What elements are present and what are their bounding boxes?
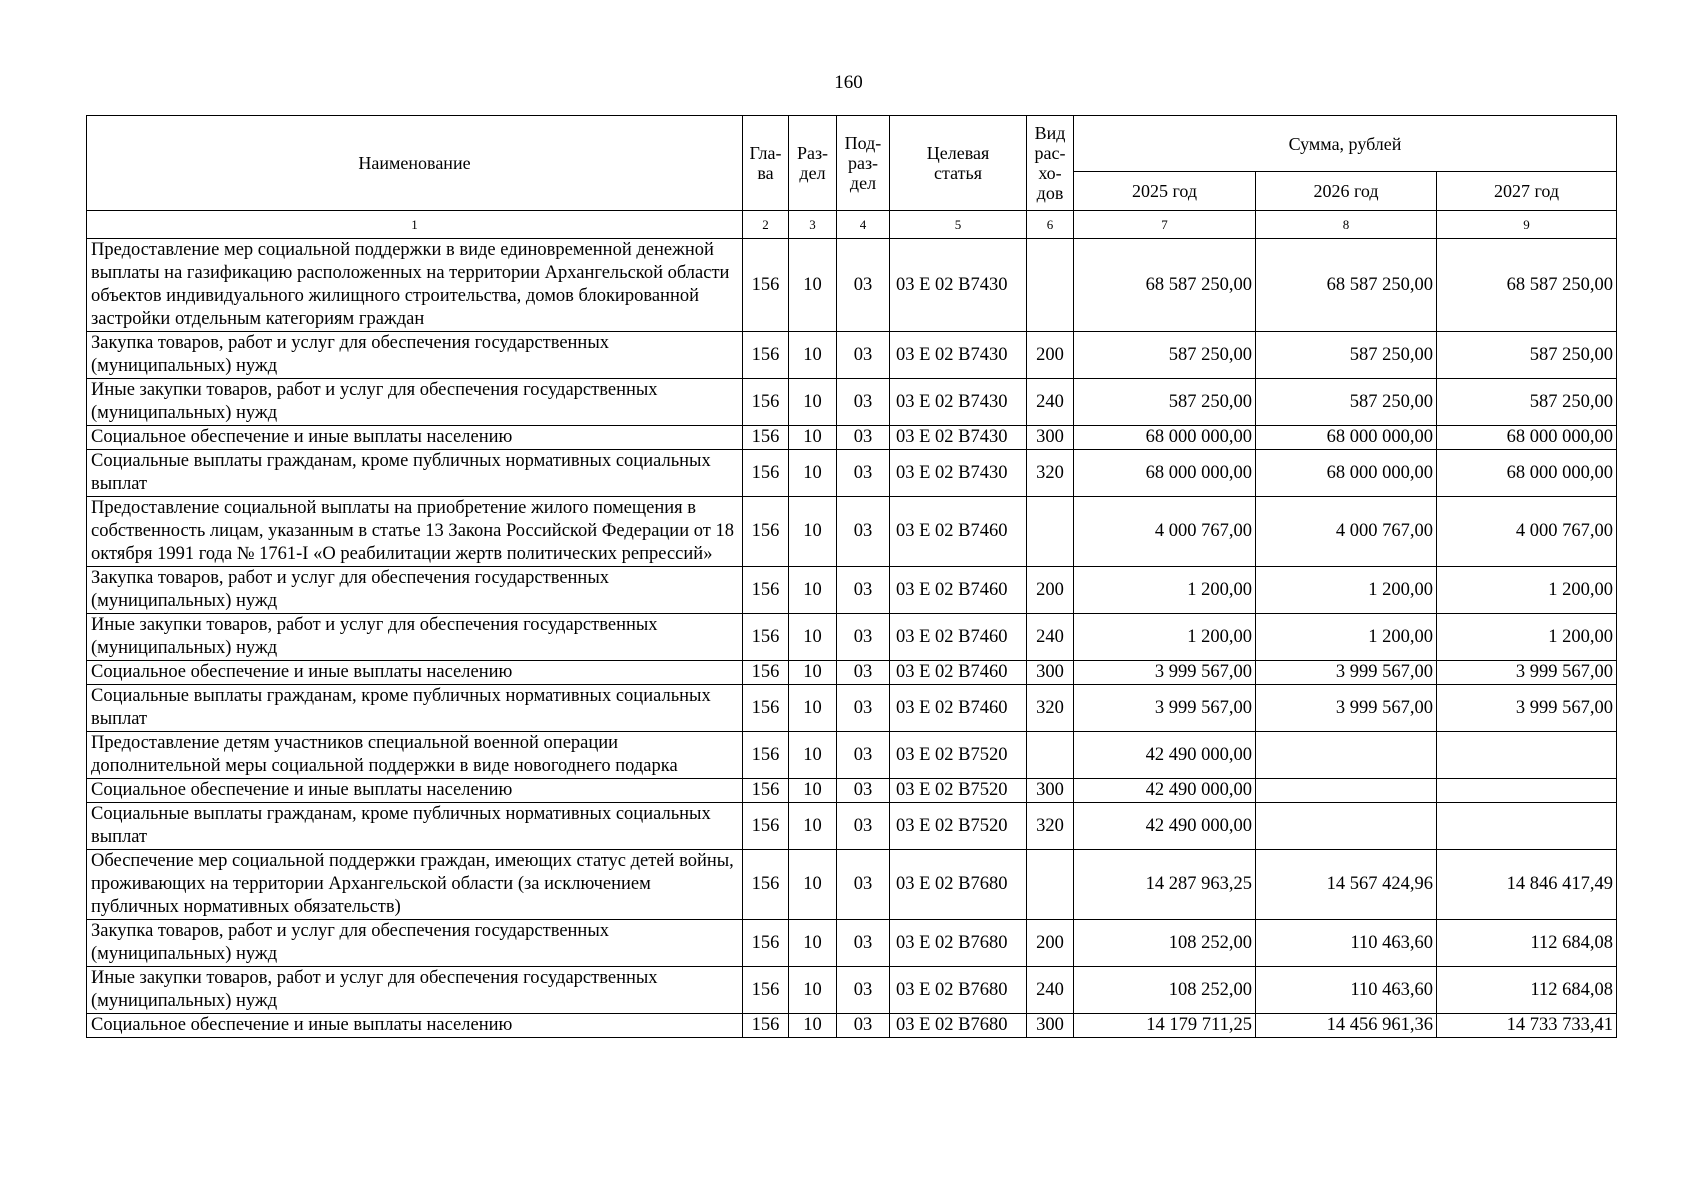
row-amount-2025: 42 490 000,00: [1074, 732, 1256, 779]
row-amount-2027: [1437, 803, 1617, 850]
row-amount-2025: 587 250,00: [1074, 332, 1256, 379]
row-name: Предоставление мер социальной поддержки в виде единовременной денежной выплаты на газификацию расположенных на территории Архангельской области объектов индивидуального жилищного строительства, домов блокированной застройки отдельным категориям граждан: [87, 239, 743, 332]
row-podrazdel: 03: [837, 450, 890, 497]
row-name: Социальные выплаты гражданам, кроме публичных нормативных социальных выплат: [87, 685, 743, 732]
table-row: [87, 850, 1617, 920]
row-expense-type: 320: [1027, 685, 1074, 732]
table-row: [87, 1014, 1617, 1038]
row-amount-2027: 587 250,00: [1437, 332, 1617, 379]
header-vid: Вид рас- хо- дов: [1027, 116, 1074, 211]
row-glava: 156: [743, 239, 789, 332]
header-year-2025: 2025 год: [1074, 172, 1256, 211]
row-razdel: 10: [789, 920, 837, 967]
row-amount-2027: 68 000 000,00: [1437, 450, 1617, 497]
row-glava: 156: [743, 426, 789, 450]
row-amount-2025: 68 000 000,00: [1074, 426, 1256, 450]
row-name: Обеспечение мер социальной поддержки граждан, имеющих статус детей войны, проживающих на территории Архангельской области (за исключением публичных нормативных обязательств): [87, 850, 743, 920]
row-amount-2026: 110 463,60: [1256, 920, 1437, 967]
row-amount-2027: 68 000 000,00: [1437, 426, 1617, 450]
row-amount-2026: 68 587 250,00: [1256, 239, 1437, 332]
row-target-article: 03 Е 02 В7680: [890, 850, 1027, 920]
header-razdel: Раз- дел: [789, 116, 837, 211]
row-amount-2026: 68 000 000,00: [1256, 426, 1437, 450]
row-razdel: 10: [789, 685, 837, 732]
row-expense-type: [1027, 239, 1074, 332]
row-amount-2025: 14 179 711,25: [1074, 1014, 1256, 1038]
row-amount-2027: 14 733 733,41: [1437, 1014, 1617, 1038]
header-year-2027: 2027 год: [1437, 172, 1617, 211]
row-amount-2025: 42 490 000,00: [1074, 779, 1256, 803]
row-expense-type: 240: [1027, 614, 1074, 661]
row-amount-2026: [1256, 779, 1437, 803]
column-number: 1: [87, 211, 743, 239]
row-podrazdel: 03: [837, 332, 890, 379]
table-row: [87, 379, 1617, 426]
row-target-article: 03 Е 02 В7680: [890, 1014, 1027, 1038]
row-podrazdel: 03: [837, 239, 890, 332]
row-amount-2027: 4 000 767,00: [1437, 497, 1617, 567]
row-amount-2027: [1437, 732, 1617, 779]
row-razdel: 10: [789, 450, 837, 497]
table-row: [87, 661, 1617, 685]
row-expense-type: [1027, 732, 1074, 779]
table-row: [87, 497, 1617, 567]
row-razdel: 10: [789, 803, 837, 850]
row-name: Социальные выплаты гражданам, кроме публичных нормативных социальных выплат: [87, 450, 743, 497]
column-numbers-row: [87, 211, 1617, 239]
table-row: [87, 567, 1617, 614]
row-razdel: 10: [789, 497, 837, 567]
table-row: [87, 614, 1617, 661]
row-razdel: 10: [789, 779, 837, 803]
row-glava: 156: [743, 850, 789, 920]
row-name: Предоставление детям участников специальной военной операции дополнительной меры социальной поддержки в виде новогоднего подарка: [87, 732, 743, 779]
row-target-article: 03 Е 02 В7430: [890, 450, 1027, 497]
row-name: Социальные выплаты гражданам, кроме публичных нормативных социальных выплат: [87, 803, 743, 850]
table-row: [87, 426, 1617, 450]
row-podrazdel: 03: [837, 661, 890, 685]
row-podrazdel: 03: [837, 779, 890, 803]
row-target-article: 03 Е 02 В7430: [890, 379, 1027, 426]
row-amount-2027: 587 250,00: [1437, 379, 1617, 426]
row-razdel: 10: [789, 567, 837, 614]
row-amount-2027: [1437, 779, 1617, 803]
row-target-article: 03 Е 02 В7460: [890, 497, 1027, 567]
row-amount-2026: 14 456 961,36: [1256, 1014, 1437, 1038]
table-row: [87, 732, 1617, 779]
header-podrazdel: Под- раз- дел: [837, 116, 890, 211]
row-expense-type: 300: [1027, 426, 1074, 450]
row-amount-2025: 68 000 000,00: [1074, 450, 1256, 497]
row-expense-type: [1027, 497, 1074, 567]
row-podrazdel: 03: [837, 850, 890, 920]
row-name: Закупка товаров, работ и услуг для обеспечения государственных (муниципальных) нужд: [87, 920, 743, 967]
row-podrazdel: 03: [837, 379, 890, 426]
row-amount-2025: 4 000 767,00: [1074, 497, 1256, 567]
header-name: Наименование: [87, 116, 743, 211]
table-row: [87, 239, 1617, 332]
row-podrazdel: 03: [837, 803, 890, 850]
column-number: 8: [1256, 211, 1437, 239]
row-amount-2027: 68 587 250,00: [1437, 239, 1617, 332]
column-number: 2: [743, 211, 789, 239]
row-name: Предоставление социальной выплаты на приобретение жилого помещения в собственность лицам, указанным в статье 13 Закона Российской Федерации от 18 октября 1991 года № 1761-I «О реабилитации жертв политических репрессий»: [87, 497, 743, 567]
row-target-article: 03 Е 02 В7460: [890, 685, 1027, 732]
row-amount-2026: 1 200,00: [1256, 614, 1437, 661]
row-razdel: 10: [789, 967, 837, 1014]
row-expense-type: 200: [1027, 567, 1074, 614]
row-amount-2025: 108 252,00: [1074, 967, 1256, 1014]
row-razdel: 10: [789, 332, 837, 379]
row-name: Социальное обеспечение и иные выплаты населению: [87, 779, 743, 803]
column-number: 7: [1074, 211, 1256, 239]
row-expense-type: 320: [1027, 450, 1074, 497]
row-razdel: 10: [789, 426, 837, 450]
row-razdel: 10: [789, 1014, 837, 1038]
row-name: Закупка товаров, работ и услуг для обеспечения государственных (муниципальных) нужд: [87, 567, 743, 614]
row-podrazdel: 03: [837, 920, 890, 967]
header-target: Целевая статья: [890, 116, 1027, 211]
budget-table: [86, 115, 1617, 1038]
row-amount-2025: 68 587 250,00: [1074, 239, 1256, 332]
row-amount-2025: 1 200,00: [1074, 567, 1256, 614]
row-amount-2026: 587 250,00: [1256, 332, 1437, 379]
row-podrazdel: 03: [837, 614, 890, 661]
row-glava: 156: [743, 567, 789, 614]
row-glava: 156: [743, 379, 789, 426]
row-razdel: 10: [789, 661, 837, 685]
row-target-article: 03 Е 02 В7430: [890, 239, 1027, 332]
row-razdel: 10: [789, 614, 837, 661]
row-amount-2025: 3 999 567,00: [1074, 661, 1256, 685]
row-amount-2027: 1 200,00: [1437, 614, 1617, 661]
row-expense-type: 320: [1027, 803, 1074, 850]
row-glava: 156: [743, 1014, 789, 1038]
row-podrazdel: 03: [837, 567, 890, 614]
table-row: [87, 450, 1617, 497]
row-amount-2027: 1 200,00: [1437, 567, 1617, 614]
row-amount-2025: 14 287 963,25: [1074, 850, 1256, 920]
row-target-article: 03 Е 02 В7680: [890, 967, 1027, 1014]
row-target-article: 03 Е 02 В7520: [890, 803, 1027, 850]
row-name: Социальное обеспечение и иные выплаты населению: [87, 1014, 743, 1038]
row-amount-2026: [1256, 732, 1437, 779]
row-amount-2026: 3 999 567,00: [1256, 685, 1437, 732]
table-row: [87, 779, 1617, 803]
row-podrazdel: 03: [837, 426, 890, 450]
row-target-article: 03 Е 02 В7520: [890, 779, 1027, 803]
table-body: [87, 239, 1617, 1038]
row-glava: 156: [743, 779, 789, 803]
row-target-article: 03 Е 02 В7430: [890, 426, 1027, 450]
row-glava: 156: [743, 803, 789, 850]
column-number: 9: [1437, 211, 1617, 239]
table-row: [87, 967, 1617, 1014]
row-glava: 156: [743, 332, 789, 379]
row-name: Социальное обеспечение и иные выплаты населению: [87, 426, 743, 450]
row-glava: 156: [743, 614, 789, 661]
row-amount-2025: 42 490 000,00: [1074, 803, 1256, 850]
header-year-2026: 2026 год: [1256, 172, 1437, 211]
row-podrazdel: 03: [837, 497, 890, 567]
row-amount-2027: 14 846 417,49: [1437, 850, 1617, 920]
row-amount-2026: 1 200,00: [1256, 567, 1437, 614]
row-expense-type: [1027, 850, 1074, 920]
row-glava: 156: [743, 967, 789, 1014]
row-expense-type: 200: [1027, 332, 1074, 379]
row-target-article: 03 Е 02 В7680: [890, 920, 1027, 967]
row-amount-2027: 112 684,08: [1437, 920, 1617, 967]
row-name: Закупка товаров, работ и услуг для обеспечения государственных (муниципальных) нужд: [87, 332, 743, 379]
row-razdel: 10: [789, 239, 837, 332]
column-number: 5: [890, 211, 1027, 239]
row-expense-type: 300: [1027, 1014, 1074, 1038]
row-glava: 156: [743, 497, 789, 567]
row-amount-2025: 108 252,00: [1074, 920, 1256, 967]
row-amount-2027: 3 999 567,00: [1437, 685, 1617, 732]
table-row: [87, 920, 1617, 967]
row-name: Иные закупки товаров, работ и услуг для обеспечения государственных (муниципальных) нужд: [87, 967, 743, 1014]
row-glava: 156: [743, 661, 789, 685]
row-expense-type: 240: [1027, 967, 1074, 1014]
row-amount-2025: 3 999 567,00: [1074, 685, 1256, 732]
row-amount-2026: 14 567 424,96: [1256, 850, 1437, 920]
row-expense-type: 300: [1027, 779, 1074, 803]
row-podrazdel: 03: [837, 732, 890, 779]
row-glava: 156: [743, 450, 789, 497]
row-amount-2027: 112 684,08: [1437, 967, 1617, 1014]
table-row: [87, 803, 1617, 850]
row-glava: 156: [743, 732, 789, 779]
row-expense-type: 200: [1027, 920, 1074, 967]
header-sum: Сумма, рублей: [1074, 116, 1617, 172]
header-glava: Гла- ва: [743, 116, 789, 211]
page-number: 160: [834, 72, 863, 93]
column-number: 4: [837, 211, 890, 239]
row-amount-2026: 3 999 567,00: [1256, 661, 1437, 685]
row-expense-type: 300: [1027, 661, 1074, 685]
row-amount-2026: 68 000 000,00: [1256, 450, 1437, 497]
row-target-article: 03 Е 02 В7460: [890, 567, 1027, 614]
row-target-article: 03 Е 02 В7460: [890, 661, 1027, 685]
row-glava: 156: [743, 920, 789, 967]
row-razdel: 10: [789, 379, 837, 426]
row-name: Иные закупки товаров, работ и услуг для обеспечения государственных (муниципальных) нужд: [87, 379, 743, 426]
column-number: 3: [789, 211, 837, 239]
row-razdel: 10: [789, 850, 837, 920]
row-amount-2027: 3 999 567,00: [1437, 661, 1617, 685]
row-amount-2026: 4 000 767,00: [1256, 497, 1437, 567]
table-header: [87, 116, 1617, 239]
row-amount-2025: 587 250,00: [1074, 379, 1256, 426]
row-name: Социальное обеспечение и иные выплаты населению: [87, 661, 743, 685]
table-row: [87, 685, 1617, 732]
row-podrazdel: 03: [837, 967, 890, 1014]
row-target-article: 03 Е 02 В7460: [890, 614, 1027, 661]
row-amount-2026: 110 463,60: [1256, 967, 1437, 1014]
row-podrazdel: 03: [837, 685, 890, 732]
row-target-article: 03 Е 02 В7430: [890, 332, 1027, 379]
header-row-main: [87, 116, 1617, 172]
row-amount-2026: 587 250,00: [1256, 379, 1437, 426]
row-razdel: 10: [789, 732, 837, 779]
row-target-article: 03 Е 02 В7520: [890, 732, 1027, 779]
row-amount-2025: 1 200,00: [1074, 614, 1256, 661]
table-row: [87, 332, 1617, 379]
row-name: Иные закупки товаров, работ и услуг для обеспечения государственных (муниципальных) нужд: [87, 614, 743, 661]
row-amount-2026: [1256, 803, 1437, 850]
column-number: 6: [1027, 211, 1074, 239]
row-podrazdel: 03: [837, 1014, 890, 1038]
row-expense-type: 240: [1027, 379, 1074, 426]
row-glava: 156: [743, 685, 789, 732]
